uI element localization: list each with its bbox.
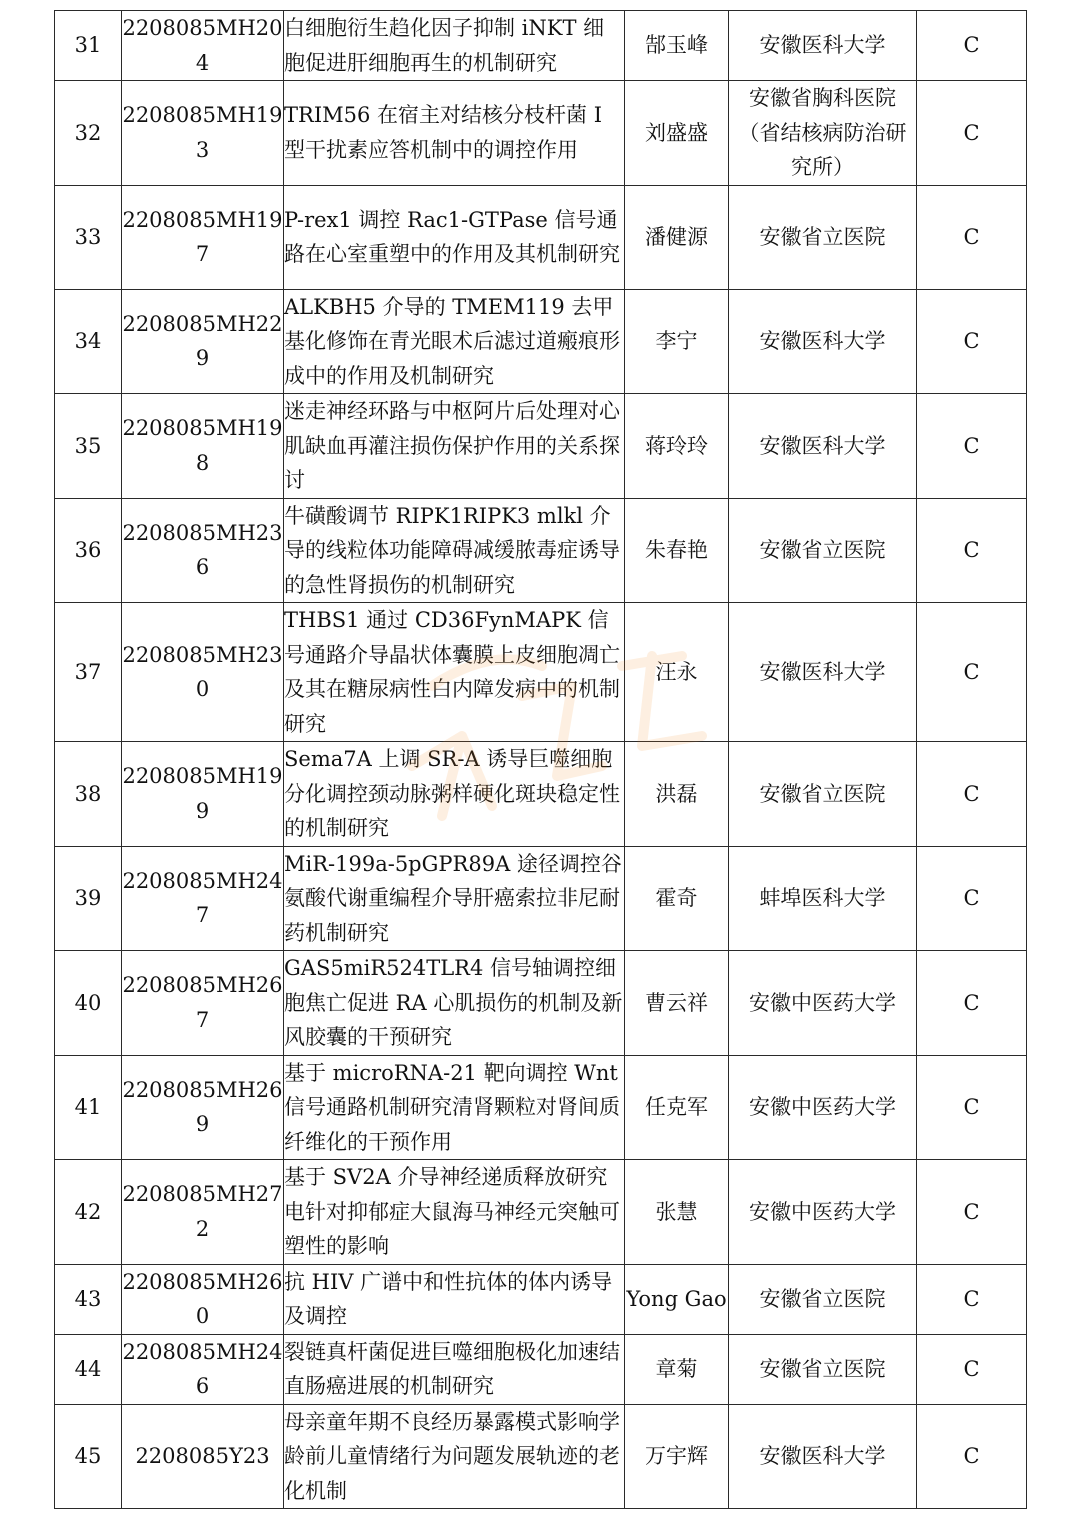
table-row (55, 1055, 1027, 1160)
project-code: 2208085MH267 (122, 973, 283, 1032)
project-code: 2208085MH199 (122, 764, 283, 823)
project-leader-cell (625, 394, 729, 499)
grade-cell (917, 1055, 1027, 1160)
project-title-cell (284, 1160, 625, 1265)
grade-cell (917, 951, 1027, 1056)
project-title-cell (284, 498, 625, 603)
row-number-cell (55, 11, 122, 81)
project-code: 2208085MH260 (122, 1269, 283, 1328)
project-leader-cell (625, 1160, 729, 1265)
project-title: P-rex1 调控 Rac1-GTPase 信号通路在心室重塑中的作用及其机制研究 (284, 207, 620, 266)
project-title: 牛磺酸调节 RIPK1RIPK3 mlkl 介导的线粒体功能障碍减缓脓毒症诱导的急性肾损伤的机制研究 (284, 503, 620, 597)
project-title: TRIM56 在宿主对结核分枝杆菌 I 型干扰素应答机制中的调控作用 (284, 103, 602, 162)
project-code-cell (122, 1404, 284, 1509)
project-code: 2208085MH229 (122, 311, 283, 371)
row-number: 33 (74, 224, 102, 249)
row-number: 43 (74, 1286, 102, 1311)
project-code-cell (122, 603, 284, 742)
institution-cell (729, 951, 917, 1056)
project-code-cell (122, 1160, 284, 1265)
table-row (55, 11, 1027, 81)
row-number-cell (55, 1334, 122, 1404)
project-leader: 任克军 (645, 1095, 708, 1119)
grade-cell (917, 185, 1027, 289)
grade-cell (917, 394, 1027, 499)
institution-cell (729, 1160, 917, 1265)
row-number: 31 (74, 33, 102, 58)
project-leader: 汪永 (655, 659, 698, 684)
grade: C (963, 1444, 980, 1468)
institution-cell (729, 394, 917, 499)
row-number: 36 (74, 538, 102, 562)
table-row (55, 81, 1027, 186)
table-row (55, 742, 1027, 847)
project-leader-cell (625, 742, 729, 847)
project-code-cell (122, 185, 284, 289)
project-code-cell (122, 951, 284, 1056)
project-leader-cell (625, 81, 729, 186)
project-title: 白细胞衍生趋化因子抑制 iNKT 细胞促进肝细胞再生的机制研究 (284, 16, 605, 75)
institution: 蚌埠医科大学 (759, 886, 886, 910)
project-leader: 郜玉峰 (645, 33, 708, 58)
project-leader: 刘盛盛 (645, 120, 708, 145)
institution: 安徽医科大学 (759, 659, 886, 684)
institution-cell (729, 81, 917, 186)
institution: 安徽省立医院 (759, 538, 886, 562)
project-code-cell (122, 394, 284, 499)
institution: 安徽医科大学 (759, 1444, 886, 1468)
project-code: 2208085MH198 (122, 416, 283, 475)
row-number: 37 (74, 659, 102, 684)
project-code: 2208085MH247 (122, 868, 283, 928)
row-number-cell (55, 1055, 122, 1160)
project-leader: 朱春艳 (645, 538, 708, 562)
row-number-cell (55, 1160, 122, 1265)
project-code-cell (122, 846, 284, 951)
project-leader: 潘健源 (645, 224, 708, 249)
grade-cell (917, 289, 1027, 394)
project-leader-cell (625, 11, 729, 81)
grade: C (963, 1095, 980, 1119)
grade-cell (917, 603, 1027, 742)
project-title: THBS1 通过 CD36FynMAPK 信号通路介导晶状体囊膜上皮细胞凋亡及其在糖尿病性白内障发病中的机制研究 (284, 608, 620, 736)
grade-cell (917, 742, 1027, 847)
table-row (55, 1404, 1027, 1509)
row-number-cell (55, 289, 122, 394)
project-title: 裂链真杆菌促进巨噬细胞极化加速结直肠癌进展的机制研究 (284, 1339, 620, 1398)
table-row (55, 1264, 1027, 1334)
row-number: 34 (74, 329, 102, 353)
project-leader: 曹云祥 (645, 990, 708, 1015)
project-title: 基于 SV2A 介导神经递质释放研究电针对抑郁症大鼠海马神经元突触可塑性的影响 (284, 1165, 620, 1258)
grade: C (963, 990, 980, 1015)
grade: C (963, 886, 980, 910)
institution: 安徽省胸科医院（省结核病防治研究所） (738, 86, 907, 179)
project-leader: 李宁 (655, 329, 698, 353)
institution: 安徽省立医院 (759, 1356, 886, 1381)
row-number: 44 (74, 1356, 102, 1381)
institution-cell (729, 185, 917, 289)
project-title: MiR-199a-5pGPR89A 途径调控谷氨酸代谢重编程介导肝癌索拉非尼耐药机制研究 (284, 851, 622, 945)
institution: 安徽省立医院 (759, 224, 886, 249)
project-leader-cell (625, 498, 729, 603)
row-number-cell (55, 1404, 122, 1509)
grade: C (963, 33, 980, 58)
table-row (55, 289, 1027, 394)
table-row (55, 951, 1027, 1056)
project-title-cell (284, 289, 625, 394)
project-leader-cell (625, 603, 729, 742)
project-leader: 蒋玲玲 (645, 433, 708, 458)
project-leader-cell (625, 185, 729, 289)
project-title: 抗 HIV 广谱中和性抗体的体内诱导及调控 (284, 1269, 613, 1328)
row-number-cell (55, 951, 122, 1056)
row-number: 35 (74, 433, 102, 458)
project-leader-cell (625, 1264, 729, 1334)
grade: C (963, 538, 980, 562)
institution: 安徽中医药大学 (749, 1199, 896, 1224)
table-row (55, 603, 1027, 742)
project-title-cell (284, 1334, 625, 1404)
row-number-cell (55, 742, 122, 847)
grade: C (963, 1356, 980, 1381)
grade: C (963, 1199, 980, 1224)
grade-cell (917, 11, 1027, 81)
institution-cell (729, 1264, 917, 1334)
project-title-cell (284, 846, 625, 951)
row-number-cell (55, 394, 122, 499)
project-title-cell (284, 1264, 625, 1334)
grade: C (963, 224, 980, 249)
institution-cell (729, 289, 917, 394)
table-row (55, 1334, 1027, 1404)
project-code-cell (122, 81, 284, 186)
institution: 安徽省立医院 (759, 781, 886, 806)
project-code-cell (122, 1055, 284, 1160)
row-number-cell (55, 846, 122, 951)
institution: 安徽省立医院 (759, 1286, 886, 1311)
row-number-cell (55, 498, 122, 603)
project-leader-cell (625, 289, 729, 394)
table-row (55, 846, 1027, 951)
row-number: 42 (74, 1199, 102, 1224)
grade-cell (917, 81, 1027, 186)
institution-cell (729, 846, 917, 951)
row-number: 32 (74, 120, 102, 145)
project-title: Sema7A 上调 SR-A 诱导巨噬细胞分化调控颈动脉粥样硬化斑块稳定性的机制研究 (284, 747, 620, 840)
institution-cell (729, 1055, 917, 1160)
project-code: 2208085MH197 (122, 207, 283, 266)
project-title-cell (284, 81, 625, 186)
project-title-cell (284, 603, 625, 742)
project-code-cell (122, 742, 284, 847)
project-title-cell (284, 1055, 625, 1160)
project-leader: 章菊 (655, 1356, 698, 1381)
grade: C (963, 1286, 980, 1311)
institution: 安徽医科大学 (759, 433, 886, 458)
project-leader-cell (625, 1404, 729, 1509)
institution-cell (729, 1404, 917, 1509)
project-title-cell (284, 394, 625, 499)
project-leader-cell (625, 1334, 729, 1404)
institution: 安徽医科大学 (759, 329, 886, 353)
grade-cell (917, 1404, 1027, 1509)
row-number-cell (55, 603, 122, 742)
project-leader: 张慧 (655, 1199, 698, 1224)
project-leader-cell (625, 1055, 729, 1160)
institution-cell (729, 742, 917, 847)
grade: C (963, 659, 980, 684)
grade-cell (917, 846, 1027, 951)
row-number: 38 (74, 781, 102, 806)
institution: 安徽中医药大学 (749, 990, 896, 1015)
row-number-cell (55, 81, 122, 186)
institution: 安徽中医药大学 (749, 1095, 896, 1119)
project-code: 2208085MH193 (122, 103, 283, 162)
project-code: 2208085Y23 (135, 1444, 270, 1468)
row-number: 45 (74, 1444, 102, 1468)
project-code-cell (122, 498, 284, 603)
project-code: 2208085MH272 (122, 1182, 283, 1241)
project-code: 2208085MH204 (122, 16, 283, 75)
table-row (55, 498, 1027, 603)
project-title-cell (284, 1404, 625, 1509)
row-number: 41 (74, 1095, 102, 1119)
project-title-cell (284, 185, 625, 289)
project-code: 2208085MH230 (122, 642, 283, 701)
project-title: GAS5miR524TLR4 信号轴调控细胞焦亡促进 RA 心肌损伤的机制及新风胶囊的干预研究 (284, 956, 623, 1049)
institution-cell (729, 11, 917, 81)
grade: C (963, 120, 980, 145)
project-leader-cell (625, 846, 729, 951)
project-code: 2208085MH269 (122, 1077, 283, 1137)
project-leader: 万宇辉 (645, 1444, 708, 1468)
project-code: 2208085MH236 (122, 520, 283, 580)
grade: C (963, 781, 980, 806)
institution-cell (729, 603, 917, 742)
project-title: 迷走神经环路与中枢阿片后处理对心肌缺血再灌注损伤保护作用的关系探讨 (284, 399, 620, 492)
row-number-cell (55, 1264, 122, 1334)
project-code-cell (122, 11, 284, 81)
table-row (55, 1160, 1027, 1265)
institution: 安徽医科大学 (759, 33, 886, 58)
table-row (55, 185, 1027, 289)
grade-cell (917, 1334, 1027, 1404)
project-leader-cell (625, 951, 729, 1056)
grade-cell (917, 1160, 1027, 1265)
institution-cell (729, 1334, 917, 1404)
project-code-cell (122, 289, 284, 394)
project-title-cell (284, 951, 625, 1056)
project-title: ALKBH5 介导的 TMEM119 去甲基化修饰在青光眼术后滤过道瘢痕形成中的作用及机制研究 (284, 294, 620, 388)
project-title: 母亲童年期不良经历暴露模式影响学龄前儿童情绪行为问题发展轨迹的老化机制 (284, 1409, 620, 1503)
institution-cell (729, 498, 917, 603)
project-title: 基于 microRNA-21 靶向调控 Wnt 信号通路机制研究清肾颗粒对肾间质纤维化的干预作用 (284, 1060, 620, 1154)
project-title-cell (284, 11, 625, 81)
table-row (55, 394, 1027, 499)
grade: C (963, 433, 980, 458)
project-leader: Yong Gao (626, 1286, 727, 1311)
project-title-cell (284, 742, 625, 847)
table-body (55, 11, 1027, 1509)
project-leader: 洪磊 (655, 781, 698, 806)
project-code-cell (122, 1334, 284, 1404)
row-number: 39 (74, 886, 102, 910)
project-table (54, 10, 1027, 1509)
grade-cell (917, 1264, 1027, 1334)
project-leader: 霍奇 (655, 886, 698, 910)
project-code: 2208085MH246 (122, 1339, 283, 1398)
row-number: 40 (74, 990, 102, 1015)
project-code-cell (122, 1264, 284, 1334)
grade: C (963, 329, 980, 353)
grade-cell (917, 498, 1027, 603)
row-number-cell (55, 185, 122, 289)
